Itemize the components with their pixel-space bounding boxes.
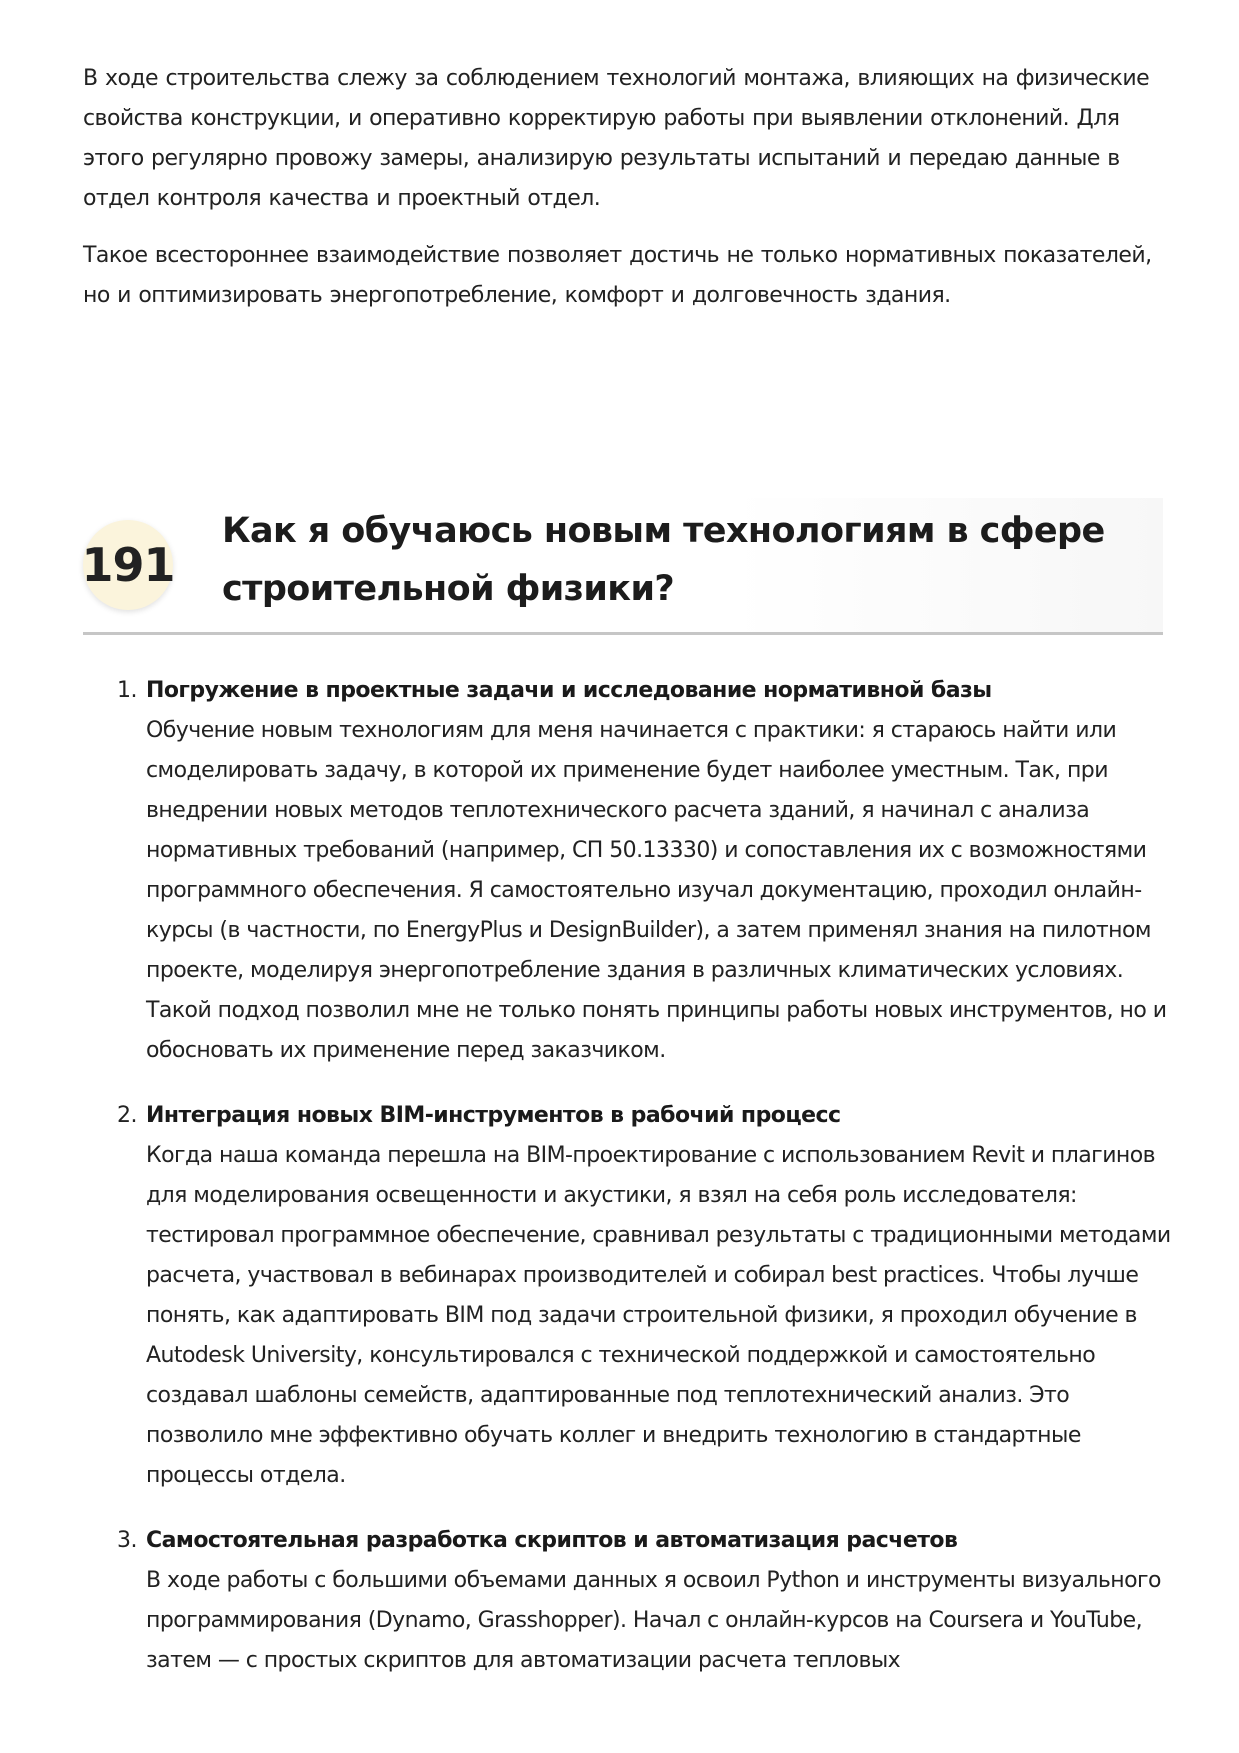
question-header [83,498,1163,635]
answer-item-title: Интеграция новых BIM-инструментов в рабочий процесс [146,1103,841,1128]
question-number: 191 [81,538,175,592]
answer-item [83,671,1173,1071]
answer-item-body: Когда наша команда перешла на BIM-проектирование с использованием Revit и плагинов для моделирования освещенности и акустики, я взял на себя роль исследователя: тестировал программное обеспечение, сравнивал результаты с традиционными методами расчета, участвовал в вебинарах производителей и собирал best practices. Чтобы лучше понять, как адаптировать BIM под задачи строительной физики, я проходил обучение в Autodesk University, консультировался с технической поддержкой и самостоятельно создавал шаблоны семейств, адаптированные под теплотехнический анализ. Это позволило мне эффективно обучать коллег и внедрить технологию в стандартные процессы отдела. [146,1143,1171,1488]
answer-item [83,1096,1173,1496]
intro-section [83,59,1163,333]
answer-item-number: 3. [117,1528,137,1553]
answer-item-body: Обучение новым технологиям для меня начинается с практики: я стараюсь найти или смоделировать задачу, в которой их применение будет наиболее уместным. Так, при внедрении новых методов теплотехнического расчета зданий, я начинал с анализа нормативных требований (например, СП 50.13330) и сопоставления их с возможностями программного обеспечения. Я самостоятельно изучал документацию, проходил онлайн-курсы (в частности, по EnergyPlus и DesignBuilder), а затем применял знания на пилотном проекте, моделируя энергопотребление здания в различных климатических условиях. Такой подход позволил мне не только понять принципы работы новых инструментов, но и обосновать их применение перед заказчиком. [146,718,1167,1063]
answer-item-title: Погружение в проектные задачи и исследование нормативной базы [146,678,992,703]
answer-list [83,671,1173,1706]
intro-paragraph: Такое всестороннее взаимодействие позволяет достичь не только нормативных показателей, но и оптимизировать энергопотребление, комфорт и долговечность здания. [83,243,1152,308]
answer-item-title: Самостоятельная разработка скриптов и автоматизация расчетов [146,1528,958,1553]
answer-item [83,1521,1173,1681]
question-number-badge [83,520,173,610]
question-title: Как я обучаюсь новым технологиям в сфере строительной физики? [222,511,1105,609]
answer-item-number: 1. [117,678,137,703]
answer-item-body: В ходе работы с большими объемами данных я освоил Python и инструменты визуального программирования (Dynamo, Grasshopper). Начал с онлайн-курсов на Coursera и YouTube, затем — с простых скриптов для автоматизации расчета тепловых [146,1568,1161,1673]
answer-item-number: 2. [117,1103,137,1128]
intro-paragraph: В ходе строительства слежу за соблюдением технологий монтажа, влияющих на физические свойства конструкции, и оперативно корректирую работы при выявлении отклонений. Для этого регулярно провожу замеры, анализирую результаты испытаний и передаю данные в отдел контроля качества и проектный отдел. [83,66,1150,211]
